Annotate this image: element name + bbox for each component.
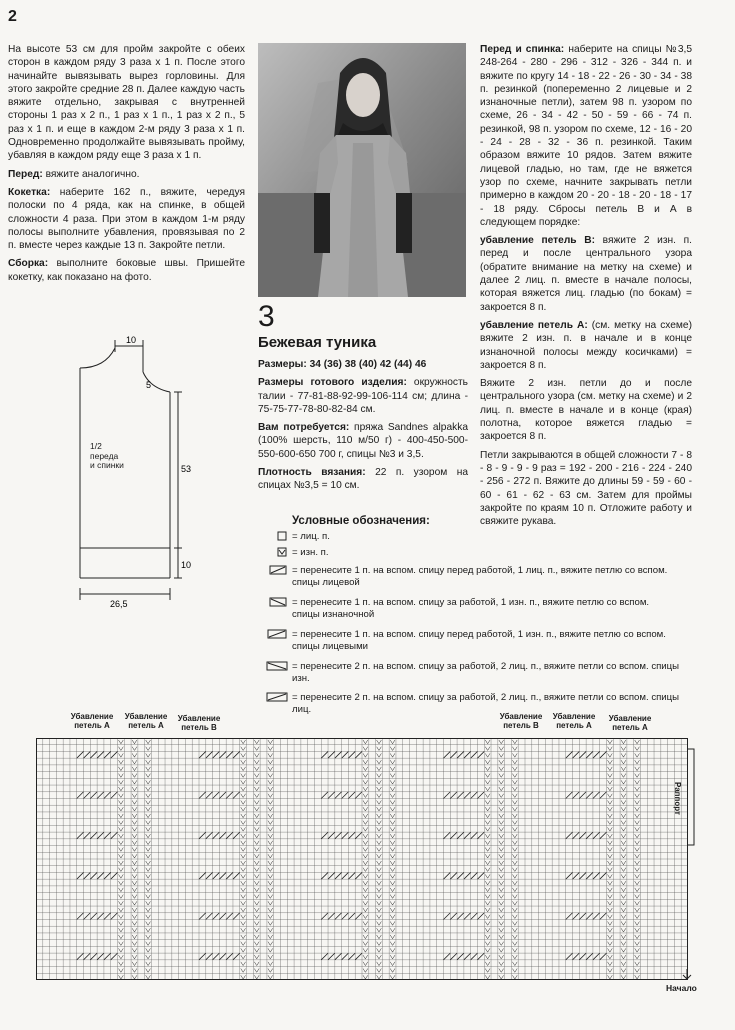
chart-label-decrease-a-3: Убавление петель А — [552, 712, 596, 730]
schematic-band-label: 10 — [181, 560, 192, 570]
tunic-model-image — [258, 43, 466, 297]
model-photo — [258, 43, 466, 297]
knitting-chart — [36, 738, 688, 980]
cable-2-knit-icon — [266, 692, 288, 702]
left-paragraph-3: Кокетка: наберите 162 п., вяжите, чередуя полоски по 4 ряда, как на спинке, в общей сложности 4 раза. При этом в каждом 1-м ряду полосы выполните убавления, провязывая по 2 п. вместе через каждые 13 п. Закройте петли. — [8, 186, 245, 252]
schematic-top-label: 10 — [126, 335, 137, 345]
page-number: 2 — [8, 8, 17, 25]
right-paragraph-3: убавление петель А: (см. метку на схеме) вяжите 2 изн. п. в начале и в конце изнаночной полосы между косичками) = закроется 8 п. — [480, 319, 692, 371]
left-paragraph-4: Сборка: выполните боковые швы. Пришейте кокетку, как показано на фото. — [8, 258, 245, 283]
start-label: Начало — [666, 983, 697, 993]
cable-left-purl-icon — [266, 597, 288, 607]
chart-label-decrease-a-1: Убавление петель А — [70, 712, 114, 730]
legend-title: Условные обозначения: — [292, 515, 430, 527]
chart-label-decrease-b-2: Убавление петель В — [499, 712, 543, 730]
pattern-specs — [258, 358, 468, 498]
legend-item-cross-2: = перенесите 1 п. на вспом. спицу за работой, 1 изн. п., вяжите петлю со вспом. спицы изнаночной — [266, 597, 676, 620]
right-paragraph-1: Перед и спинка: наберите на спицы №3,5 248-264 - 280 - 296 - 312 - 326 - 344 п. и вяжите по кругу 14 - 18 - 22 - 26 - 30 - 34 - 38 п. резинкой (попеременно 2 лицевые и 2 изнаночные петли), затем 98 п. узором по схеме, 26 - 34 - 42 - 50 - 59 - 66 - 74 п. резинкой, 98 п. узором по схеме, 12 - 16 - 20 - 24 - 28 - 32 - 36 п. резинкой. Таким образом вяжите 10 рядов. Затем вяжите лицевой гладью, но там, где не вяжется узор по схеме, начните закрывать петли примерно в каждом 20 - 20 - 18 - 20 - 18 - 17 - 18 ряду. Сбросы петель В и А в следующем порядке: — [480, 44, 692, 228]
legend-item-cross-5: = перенесите 2 п. на вспом. спицу за работой, 2 лиц. п., вяжите петли со вспом. спицы лиц. — [266, 692, 696, 715]
chart-label-decrease-a-2: Убавление петель А — [124, 712, 168, 730]
schematic-center-label: 1/2 переда и спинки — [90, 441, 124, 470]
pattern-materials: Вам потребуется: пряжа Sandnes alpakka (100% шерсть, 110 м/50 г) - 400-450-500-550-600-650 700 г, спицы №3 и 3,5. — [258, 422, 468, 460]
left-column-text — [8, 43, 245, 289]
rapport-label: Раппорт — [673, 782, 682, 815]
left-paragraph-1: На высоте 53 см для пройм закройте с обеих сторон в каждом ряду 3 раза х 1 п. После этого начинайте вывязывать вырез горловины. Для этого закройте средние 28 п. Далее каждую часть вяжите отдельно, закрывая с внутренней стороны 1 раз х 2 п., 1 раз х 1 п., 1 раз х 2 п., 5 раз х 1 п. и еще в каждом 2-м ряду 3 раза х 1 п. Одновременно продолжайте вывязывать пройму, убавляя в каждом ряду еще 3 раза х 1 п. — [8, 44, 245, 162]
legend-item-purl: = изн. п. — [266, 547, 329, 559]
right-paragraph-2: убавление петель В: вяжите 2 изн. п. перед и после центрального узора (обратите внимание на метку на схеме) и далее 2 лиц. п. вместе в начале полосы, которая вяжется лиц. гладью (по бокам) = закроется 8 п. — [480, 235, 692, 313]
cable-right-purl-icon — [266, 629, 288, 639]
cable-right-icon — [266, 565, 288, 575]
knit-symbol-icon — [266, 531, 288, 541]
rapport-bracket — [688, 748, 698, 846]
garment-schematic — [60, 330, 210, 612]
right-paragraph-4: Вяжите 2 изн. петли до и после центрального узора (см. метку на схеме) и 2 лиц. п. вместе в начале и в конце (края) полотна, которое вяжется гладью = закроется 8 п. — [480, 378, 692, 443]
pattern-number: 3 — [258, 300, 275, 333]
pattern-title: Бежевая туника — [258, 334, 377, 351]
pattern-sizes: Размеры: 34 (36) 38 (40) 42 (44) 46 — [258, 359, 427, 370]
chart-label-decrease-b-1: Убавление петель В — [177, 714, 221, 732]
schematic-shoulder-label: 5 — [146, 380, 152, 390]
right-paragraph-5: Петли закрываются в общей сложности 7 - 8 - 8 - 9 - 9 - 9 раз = 192 - 200 - 216 - 224 - 240 - 256 - 272 п. Вяжите до длины 59 - 59 - 60 - 60 - 61 - 62 - 63 см. Затем для проймы закройте по краям 10 п. Отложите работу и свяжите рукава. — [480, 449, 692, 528]
legend-item-cross-1: = перенесите 1 п. на вспом. спицу перед работой, 1 лиц. п., вяжите петлю со вспом. спицы лицевой — [266, 565, 676, 588]
pattern-finished-sizes: Размеры готового изделия: окружность талии - 77-81-88-92-99-106-114 см; длина - 75-75-77-78-80-82-84 см. — [258, 377, 468, 415]
legend-item-cross-3: = перенесите 1 п. на вспом. спицу перед работой, 1 изн. п., вяжите петлю со вспом. спицы лицевыми — [266, 629, 676, 652]
start-arrow-icon — [680, 968, 694, 980]
purl-symbol-icon — [266, 547, 288, 557]
cable-2-purl-icon — [266, 661, 288, 671]
right-column-text — [480, 43, 692, 533]
schematic-height-label: 53 — [181, 464, 192, 474]
chart-label-decrease-a-4: Убавление петель А — [608, 714, 652, 732]
pattern-gauge: Плотность вязания: 22 п. узором на спицах №3,5 = 10 см. — [258, 467, 468, 492]
left-paragraph-2: Перед: вяжите аналогично. — [8, 168, 140, 180]
legend-item-knit: = лиц. п. — [266, 531, 330, 543]
schematic-width-label: 26,5 — [110, 599, 128, 609]
legend-item-cross-4: = перенесите 2 п. на вспом. спицу за работой, 2 лиц. п., вяжите петли со вспом. спицы изн. — [266, 661, 686, 684]
